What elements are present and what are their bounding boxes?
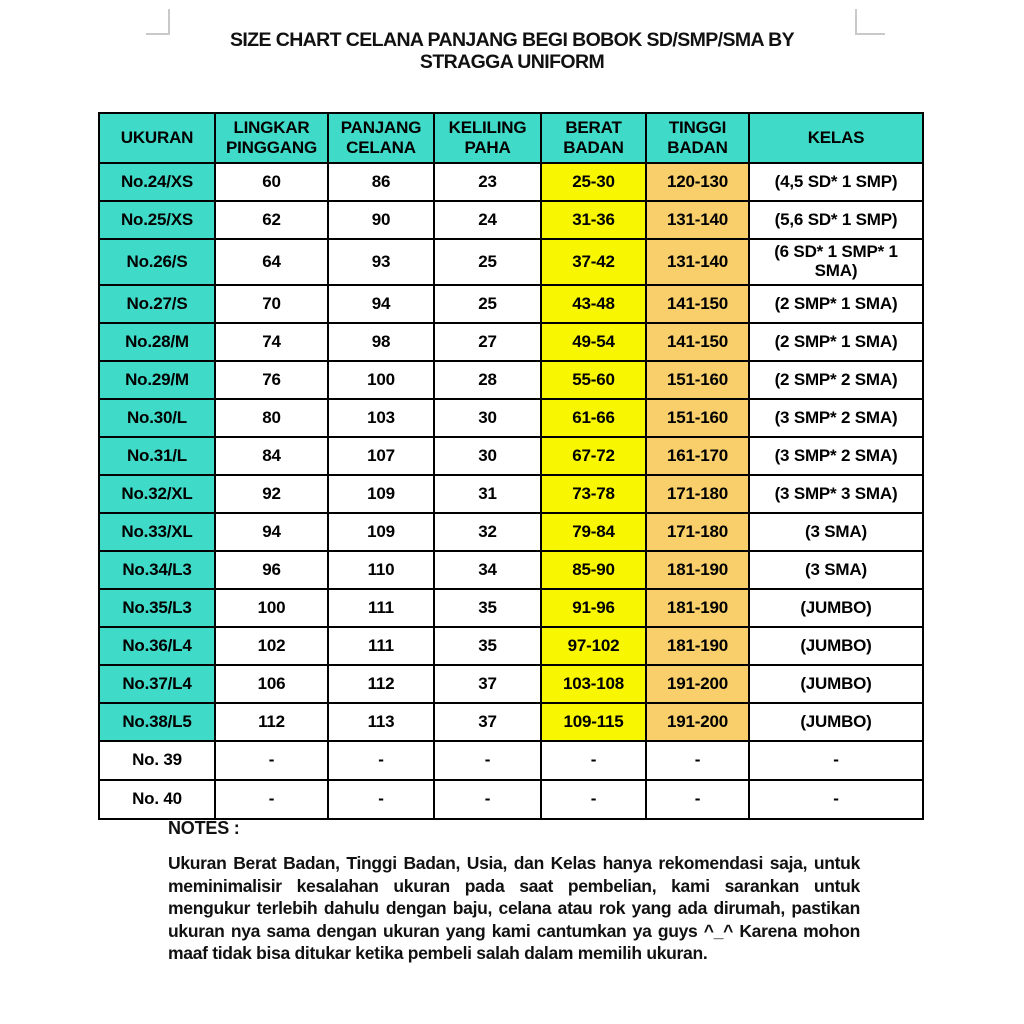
- cell-lingkar-pinggang: 64: [215, 239, 328, 285]
- cell-kelas: (6 SD* 1 SMP* 1 SMA): [749, 239, 923, 285]
- table-row: [99, 703, 923, 741]
- cell-keliling-paha: 28: [434, 361, 541, 399]
- cell-keliling-paha: 32: [434, 513, 541, 551]
- cell-panjang-celana: 107: [328, 437, 434, 475]
- cell-keliling-paha: 34: [434, 551, 541, 589]
- cell-panjang-celana: -: [328, 741, 434, 780]
- cell-berat-badan: 103-108: [541, 665, 646, 703]
- cell-berat-badan: 49-54: [541, 323, 646, 361]
- cell-kelas: (2 SMP* 2 SMA): [749, 361, 923, 399]
- cell-ukuran: No.25/XS: [99, 201, 215, 239]
- cell-ukuran: No.24/XS: [99, 163, 215, 201]
- cell-berat-badan: -: [541, 780, 646, 819]
- cell-berat-badan: 79-84: [541, 513, 646, 551]
- cell-berat-badan: 37-42: [541, 239, 646, 285]
- cell-panjang-celana: 110: [328, 551, 434, 589]
- table-row: [99, 239, 923, 285]
- cell-panjang-celana: 94: [328, 285, 434, 323]
- cell-panjang-celana: 111: [328, 627, 434, 665]
- header-cell-panjang-celana: PANJANG CELANA: [328, 113, 434, 163]
- cell-tinggi-badan: 181-190: [646, 551, 749, 589]
- table-row: [99, 589, 923, 627]
- cell-ukuran: No.37/L4: [99, 665, 215, 703]
- table-row: [99, 163, 923, 201]
- cell-kelas: -: [749, 741, 923, 780]
- cell-keliling-paha: 25: [434, 239, 541, 285]
- cell-ukuran: No.34/L3: [99, 551, 215, 589]
- cell-tinggi-badan: 171-180: [646, 475, 749, 513]
- table-row: [99, 399, 923, 437]
- cell-panjang-celana: 112: [328, 665, 434, 703]
- table-row: [99, 201, 923, 239]
- cell-keliling-paha: 37: [434, 703, 541, 741]
- cell-tinggi-badan: 141-150: [646, 285, 749, 323]
- cell-ukuran: No.32/XL: [99, 475, 215, 513]
- cell-berat-badan: 67-72: [541, 437, 646, 475]
- cell-tinggi-badan: 151-160: [646, 399, 749, 437]
- header-cell-tinggi-badan: TINGGI BADAN: [646, 113, 749, 163]
- cell-lingkar-pinggang: 80: [215, 399, 328, 437]
- frame-corner-left-icon: [146, 9, 170, 35]
- cell-berat-badan: 85-90: [541, 551, 646, 589]
- cell-tinggi-badan: 141-150: [646, 323, 749, 361]
- cell-panjang-celana: 111: [328, 589, 434, 627]
- cell-kelas: (3 SMP* 2 SMA): [749, 399, 923, 437]
- cell-keliling-paha: 35: [434, 589, 541, 627]
- cell-ukuran: No.35/L3: [99, 589, 215, 627]
- table-row: [99, 741, 923, 780]
- table-row: [99, 361, 923, 399]
- cell-keliling-paha: 35: [434, 627, 541, 665]
- cell-berat-badan: -: [541, 741, 646, 780]
- cell-panjang-celana: 109: [328, 513, 434, 551]
- cell-panjang-celana: -: [328, 780, 434, 819]
- cell-kelas: (5,6 SD* 1 SMP): [749, 201, 923, 239]
- cell-keliling-paha: 24: [434, 201, 541, 239]
- cell-kelas: (3 SMP* 2 SMA): [749, 437, 923, 475]
- cell-berat-badan: 73-78: [541, 475, 646, 513]
- cell-tinggi-badan: 120-130: [646, 163, 749, 201]
- cell-panjang-celana: 86: [328, 163, 434, 201]
- cell-lingkar-pinggang: 112: [215, 703, 328, 741]
- cell-lingkar-pinggang: 92: [215, 475, 328, 513]
- cell-ukuran: No. 40: [99, 780, 215, 819]
- cell-panjang-celana: 113: [328, 703, 434, 741]
- cell-kelas: (3 SMA): [749, 551, 923, 589]
- cell-berat-badan: 25-30: [541, 163, 646, 201]
- cell-berat-badan: 31-36: [541, 201, 646, 239]
- cell-keliling-paha: -: [434, 741, 541, 780]
- cell-kelas: (2 SMP* 1 SMA): [749, 323, 923, 361]
- table-row: [99, 551, 923, 589]
- cell-panjang-celana: 100: [328, 361, 434, 399]
- cell-tinggi-badan: -: [646, 780, 749, 819]
- cell-panjang-celana: 103: [328, 399, 434, 437]
- cell-tinggi-badan: 181-190: [646, 589, 749, 627]
- cell-keliling-paha: 27: [434, 323, 541, 361]
- header-cell-ukuran: UKURAN: [99, 113, 215, 163]
- cell-ukuran: No.38/L5: [99, 703, 215, 741]
- header-cell-berat-badan: BERAT BADAN: [541, 113, 646, 163]
- cell-lingkar-pinggang: 70: [215, 285, 328, 323]
- size-chart-table: [98, 112, 924, 820]
- cell-keliling-paha: 31: [434, 475, 541, 513]
- cell-panjang-celana: 109: [328, 475, 434, 513]
- cell-tinggi-badan: 151-160: [646, 361, 749, 399]
- cell-kelas: -: [749, 780, 923, 819]
- cell-keliling-paha: 23: [434, 163, 541, 201]
- cell-keliling-paha: 30: [434, 437, 541, 475]
- cell-lingkar-pinggang: 76: [215, 361, 328, 399]
- table-row: [99, 475, 923, 513]
- cell-lingkar-pinggang: 84: [215, 437, 328, 475]
- cell-berat-badan: 43-48: [541, 285, 646, 323]
- cell-ukuran: No.28/M: [99, 323, 215, 361]
- cell-berat-badan: 61-66: [541, 399, 646, 437]
- cell-lingkar-pinggang: 60: [215, 163, 328, 201]
- table-row: [99, 513, 923, 551]
- cell-berat-badan: 55-60: [541, 361, 646, 399]
- notes-section: [168, 818, 860, 965]
- cell-berat-badan: 91-96: [541, 589, 646, 627]
- cell-kelas: (JUMBO): [749, 703, 923, 741]
- cell-keliling-paha: 30: [434, 399, 541, 437]
- cell-kelas: (3 SMP* 3 SMA): [749, 475, 923, 513]
- cell-kelas: (3 SMA): [749, 513, 923, 551]
- cell-lingkar-pinggang: 102: [215, 627, 328, 665]
- table-row: [99, 323, 923, 361]
- cell-lingkar-pinggang: 94: [215, 513, 328, 551]
- cell-panjang-celana: 93: [328, 239, 434, 285]
- cell-lingkar-pinggang: 106: [215, 665, 328, 703]
- cell-keliling-paha: 25: [434, 285, 541, 323]
- cell-lingkar-pinggang: 62: [215, 201, 328, 239]
- table-row: [99, 285, 923, 323]
- cell-ukuran: No.33/XL: [99, 513, 215, 551]
- header-cell-kelas: KELAS: [749, 113, 923, 163]
- frame-corner-right-icon: [855, 9, 885, 35]
- cell-tinggi-badan: 131-140: [646, 239, 749, 285]
- table-row: [99, 437, 923, 475]
- cell-kelas: (JUMBO): [749, 665, 923, 703]
- cell-tinggi-badan: 191-200: [646, 703, 749, 741]
- cell-lingkar-pinggang: 96: [215, 551, 328, 589]
- header-cell-lingkar-pinggang: LINGKAR PINGGANG: [215, 113, 328, 163]
- cell-lingkar-pinggang: -: [215, 741, 328, 780]
- cell-panjang-celana: 90: [328, 201, 434, 239]
- cell-ukuran: No.26/S: [99, 239, 215, 285]
- cell-lingkar-pinggang: 100: [215, 589, 328, 627]
- cell-tinggi-badan: 191-200: [646, 665, 749, 703]
- cell-ukuran: No. 39: [99, 741, 215, 780]
- cell-tinggi-badan: 161-170: [646, 437, 749, 475]
- table-row: [99, 780, 923, 819]
- notes-heading: NOTES :: [168, 818, 240, 838]
- cell-ukuran: No.30/L: [99, 399, 215, 437]
- cell-tinggi-badan: 171-180: [646, 513, 749, 551]
- table-header-row: [99, 113, 923, 163]
- cell-ukuran: No.27/S: [99, 285, 215, 323]
- page-title: SIZE CHART CELANA PANJANG BEGI BOBOK SD/SMP/SMA BY STRAGGA UNIFORM: [229, 29, 795, 73]
- cell-lingkar-pinggang: -: [215, 780, 328, 819]
- cell-tinggi-badan: -: [646, 741, 749, 780]
- cell-berat-badan: 109-115: [541, 703, 646, 741]
- header-cell-keliling-paha: KELILING PAHA: [434, 113, 541, 163]
- table-row: [99, 665, 923, 703]
- cell-ukuran: No.29/M: [99, 361, 215, 399]
- cell-berat-badan: 97-102: [541, 627, 646, 665]
- notes-body: Ukuran Berat Badan, Tinggi Badan, Usia, dan Kelas hanya rekomendasi saja, untuk meminimalisir kesalahan ukuran pada saat pembelian, kami sarankan untuk mengukur terlebih dahulu dengan baju, celana atau rok yang ada dirumah, pastikan ukuran nya sama dengan ukuran yang kami cantumkan ya guys ^_^ Karena mohon maaf tidak bisa ditukar ketika pembeli salah dalam memilih ukuran.: [168, 853, 860, 963]
- cell-keliling-paha: -: [434, 780, 541, 819]
- cell-tinggi-badan: 131-140: [646, 201, 749, 239]
- cell-ukuran: No.36/L4: [99, 627, 215, 665]
- cell-kelas: (2 SMP* 1 SMA): [749, 285, 923, 323]
- cell-keliling-paha: 37: [434, 665, 541, 703]
- cell-kelas: (JUMBO): [749, 589, 923, 627]
- cell-kelas: (JUMBO): [749, 627, 923, 665]
- cell-ukuran: No.31/L: [99, 437, 215, 475]
- cell-panjang-celana: 98: [328, 323, 434, 361]
- cell-tinggi-badan: 181-190: [646, 627, 749, 665]
- cell-kelas: (4,5 SD* 1 SMP): [749, 163, 923, 201]
- table-row: [99, 627, 923, 665]
- cell-lingkar-pinggang: 74: [215, 323, 328, 361]
